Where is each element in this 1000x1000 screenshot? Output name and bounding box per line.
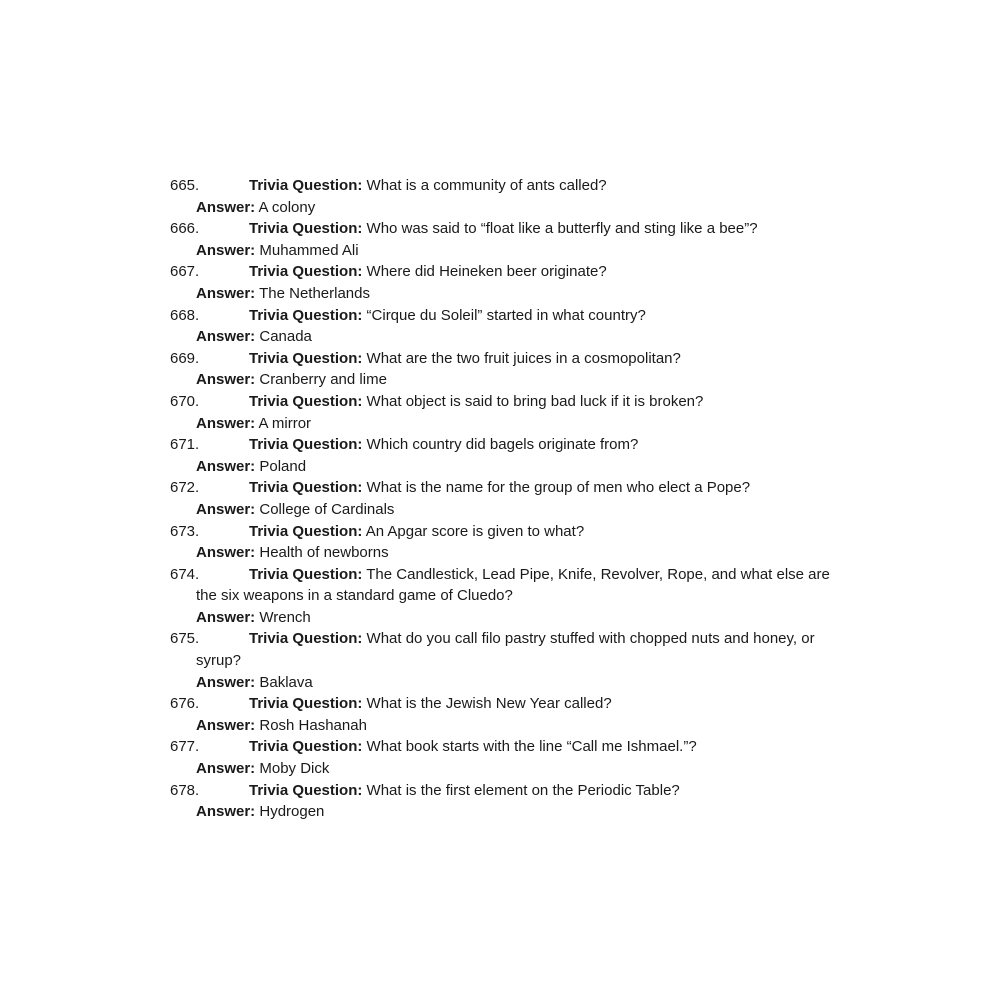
entry-number: 670. xyxy=(170,392,200,410)
question-line xyxy=(196,780,836,802)
question-label: Trivia Question: xyxy=(249,565,363,583)
question-label: Trivia Question: xyxy=(249,349,363,367)
trivia-entry xyxy=(0,628,836,693)
question-label: Trivia Question: xyxy=(249,436,363,454)
answer-line xyxy=(196,326,836,348)
answer-label: Answer: xyxy=(196,673,256,691)
answer-line xyxy=(196,758,836,780)
question-text: “Cirque du Soleil” started in what country? xyxy=(366,306,646,324)
trivia-entry xyxy=(0,693,836,736)
question-line xyxy=(196,391,836,413)
answer-text: Rosh Hashanah xyxy=(259,716,367,734)
trivia-entry xyxy=(0,261,836,304)
entry-number: 675. xyxy=(170,630,200,648)
question-line xyxy=(196,434,836,456)
trivia-entry xyxy=(0,391,836,434)
answer-line xyxy=(196,283,836,305)
question-line xyxy=(196,261,836,283)
answer-text: Baklava xyxy=(259,673,313,691)
question-line xyxy=(196,736,836,758)
question-label: Trivia Question: xyxy=(249,479,363,497)
question-text: Where did Heineken beer originate? xyxy=(366,263,607,281)
answer-label: Answer: xyxy=(196,241,256,259)
question-line xyxy=(196,305,836,327)
trivia-entry xyxy=(0,348,836,391)
answer-text: Moby Dick xyxy=(259,760,330,778)
question-text: An Apgar score is given to what? xyxy=(365,522,585,540)
trivia-entry xyxy=(0,736,836,779)
trivia-entry xyxy=(0,477,836,520)
trivia-list xyxy=(0,175,1000,823)
answer-line xyxy=(196,715,836,737)
entry-number: 673. xyxy=(170,522,200,540)
answer-text: Canada xyxy=(259,328,312,346)
answer-line xyxy=(196,240,836,262)
answer-text: Cranberry and lime xyxy=(259,371,387,389)
answer-label: Answer: xyxy=(196,760,256,778)
answer-line xyxy=(196,456,836,478)
answer-label: Answer: xyxy=(196,544,256,562)
answer-line xyxy=(196,369,836,391)
question-label: Trivia Question: xyxy=(249,781,363,799)
answer-label: Answer: xyxy=(196,457,256,475)
question-text: What do you call filo pastry stuffed with chopped nuts and honey, or syrup? xyxy=(196,630,815,670)
answer-label: Answer: xyxy=(196,716,256,734)
answer-text: Wrench xyxy=(259,608,311,626)
question-label: Trivia Question: xyxy=(249,695,363,713)
entry-number: 678. xyxy=(170,781,200,799)
answer-text: Muhammed Ali xyxy=(259,241,359,259)
answer-label: Answer: xyxy=(196,198,256,216)
answer-line xyxy=(196,672,836,694)
entry-number: 667. xyxy=(170,263,200,281)
trivia-entry xyxy=(0,564,836,629)
question-text: What are the two fruit juices in a cosmopolitan? xyxy=(366,349,681,367)
question-line xyxy=(196,175,836,197)
trivia-entry xyxy=(0,434,836,477)
question-label: Trivia Question: xyxy=(249,522,363,540)
question-line xyxy=(196,218,836,240)
answer-text: Poland xyxy=(259,457,307,475)
answer-line xyxy=(196,607,836,629)
question-text: The Candlestick, Lead Pipe, Knife, Revolver, Rope, and what else are the six weapons in a standard game of Cluedo? xyxy=(196,565,830,605)
question-line xyxy=(196,564,836,607)
question-line xyxy=(196,521,836,543)
entry-number: 674. xyxy=(170,565,200,583)
question-label: Trivia Question: xyxy=(249,263,363,281)
answer-line xyxy=(196,197,836,219)
answer-label: Answer: xyxy=(196,500,256,518)
trivia-entry xyxy=(0,780,836,823)
question-text: Who was said to “float like a butterfly and sting like a bee”? xyxy=(366,220,758,238)
question-text: What is the first element on the Periodic Table? xyxy=(366,781,680,799)
answer-label: Answer: xyxy=(196,608,256,626)
answer-line xyxy=(196,499,836,521)
question-line xyxy=(196,348,836,370)
answer-label: Answer: xyxy=(196,371,256,389)
question-text: Which country did bagels originate from? xyxy=(366,436,639,454)
question-text: What is the Jewish New Year called? xyxy=(366,695,612,713)
question-label: Trivia Question: xyxy=(249,177,363,194)
answer-text: A colony xyxy=(258,198,316,216)
question-label: Trivia Question: xyxy=(249,630,363,648)
question-label: Trivia Question: xyxy=(249,392,363,410)
question-text: What book starts with the line “Call me Ishmael.”? xyxy=(366,738,697,756)
answer-label: Answer: xyxy=(196,803,256,821)
answer-label: Answer: xyxy=(196,328,256,346)
entry-number: 665. xyxy=(170,177,200,194)
trivia-entry xyxy=(0,305,836,348)
answer-text: The Netherlands xyxy=(259,284,370,302)
entry-number: 671. xyxy=(170,436,200,454)
question-text: What is a community of ants called? xyxy=(366,177,607,194)
entry-number: 666. xyxy=(170,220,200,238)
question-text: What object is said to bring bad luck if it is broken? xyxy=(366,392,704,410)
answer-text: Hydrogen xyxy=(259,803,325,821)
question-label: Trivia Question: xyxy=(249,738,363,756)
answer-text: College of Cardinals xyxy=(259,500,395,518)
answer-line xyxy=(196,801,836,823)
answer-text: Health of newborns xyxy=(259,544,389,562)
trivia-entry xyxy=(0,218,836,261)
answer-label: Answer: xyxy=(196,284,256,302)
answer-label: Answer: xyxy=(196,414,256,432)
question-line xyxy=(196,477,836,499)
answer-line xyxy=(196,542,836,564)
entry-number: 668. xyxy=(170,306,200,324)
question-label: Trivia Question: xyxy=(249,220,363,238)
entry-number: 676. xyxy=(170,695,200,713)
question-line xyxy=(196,628,836,671)
entry-number: 672. xyxy=(170,479,200,497)
entry-number: 669. xyxy=(170,349,200,367)
question-text: What is the name for the group of men who elect a Pope? xyxy=(366,479,751,497)
trivia-entry xyxy=(0,175,836,218)
answer-line xyxy=(196,413,836,435)
entry-number: 677. xyxy=(170,738,200,756)
trivia-entry xyxy=(0,521,836,564)
question-line xyxy=(196,693,836,715)
answer-text: A mirror xyxy=(258,414,312,432)
question-label: Trivia Question: xyxy=(249,306,363,324)
